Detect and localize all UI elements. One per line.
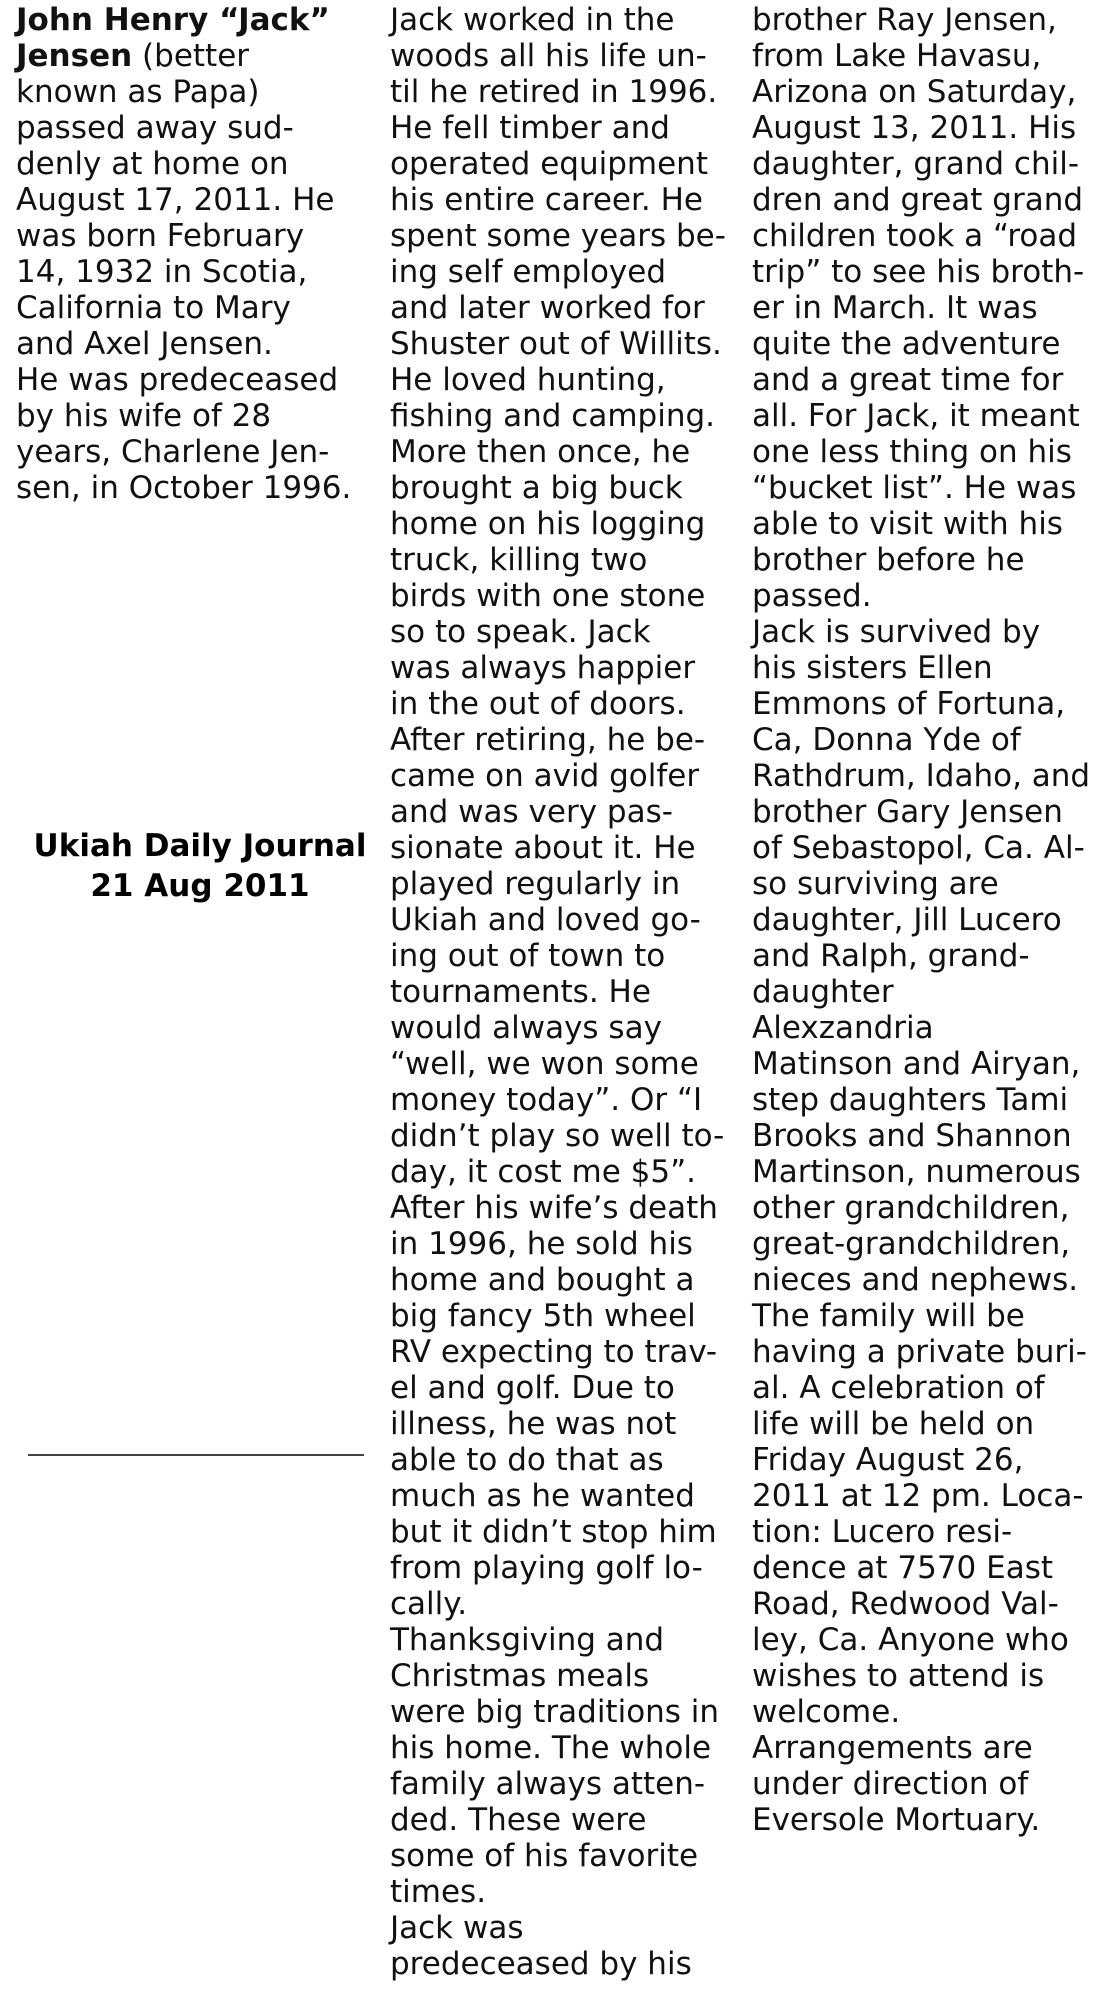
text-line: his home. The whole (390, 1730, 712, 1766)
text-line: welcome. (752, 1694, 901, 1730)
text-line: August 13, 2011. His (752, 110, 1077, 146)
text-line: so to speak. Jack (390, 614, 651, 650)
text-line: money today”. Or “I (390, 1082, 703, 1118)
text-line: er in March. It was (752, 290, 1038, 326)
text-line: Matinson and Airyan, (752, 1046, 1081, 1082)
text-line: other grandchildren, (752, 1190, 1070, 1226)
text-line: Ukiah and loved go- (390, 902, 701, 938)
text-line: denly at home on (16, 146, 289, 182)
text-line: one less thing on his (752, 434, 1072, 470)
text-line: played regularly in (390, 866, 681, 902)
text-line: Brooks and Shannon (752, 1118, 1072, 1154)
text-line: el and golf. Due to (390, 1370, 675, 1406)
text-line: August 17, 2011. He (16, 182, 335, 218)
obituary-name-line-2 (16, 38, 356, 74)
text-line: Thanksgiving and (390, 1622, 665, 1658)
text-line: years, Charlene Jen- (16, 434, 330, 470)
text-line: After retiring, he be- (390, 722, 706, 758)
text-line: some of his favorite (390, 1838, 699, 1874)
text-line: Jack is survived by (752, 614, 1041, 650)
text-line: and later worked for (390, 290, 705, 326)
text-line: sen, in October 1996. (16, 470, 352, 506)
text-line: He was predeceased (16, 362, 339, 398)
divider-rule (28, 1454, 364, 1456)
text-line: brother Gary Jensen (752, 794, 1063, 830)
text-line: were big traditions in (390, 1694, 720, 1730)
text-line: quite the adventure (752, 326, 1061, 362)
text-line: ing self employed (390, 254, 667, 290)
text-line: til he retired in 1996. (390, 74, 718, 110)
text-line: Jack was (390, 1910, 524, 1946)
text-line: children took a “road (752, 218, 1078, 254)
text-line: Emmons of Fortuna, (752, 686, 1066, 722)
text-line: came on avid golfer (390, 758, 700, 794)
text-line: spent some years be- (390, 218, 726, 254)
text-line: step daughters Tami (752, 1082, 1069, 1118)
text-line: California to Mary (16, 290, 291, 326)
text-line: operated equipment (390, 146, 708, 182)
text-line: Ca, Donna Yde of (752, 722, 1021, 758)
text-line: Arizona on Saturday, (752, 74, 1077, 110)
text-line: Christmas meals (390, 1658, 650, 1694)
text-line: his entire career. He (390, 182, 703, 218)
text-line: daughter, grand chil- (752, 146, 1080, 182)
obituary-name-surname: Jensen (16, 38, 133, 74)
text-line: Arrangements are (752, 1730, 1033, 1766)
text-line: dence at 7570 East (752, 1550, 1054, 1586)
text-line: ley, Ca. Anyone who (752, 1622, 1069, 1658)
text-line: family always atten- (390, 1766, 706, 1802)
text-line: dren and great grand (752, 182, 1084, 218)
text-line: He fell timber and (390, 110, 670, 146)
text-line: nieces and nephews. (752, 1262, 1079, 1298)
text-line: Jack worked in the (390, 2, 675, 38)
text-line: trip” to see his broth- (752, 254, 1085, 290)
text-line: Alexzandria (752, 1010, 934, 1046)
text-line: from Lake Havasu, (752, 38, 1042, 74)
text-line: having a private buri- (752, 1334, 1087, 1370)
text-line: ded. These were (390, 1802, 647, 1838)
text-line: More then once, he (390, 434, 691, 470)
text-line: able to visit with his (752, 506, 1063, 542)
text-line: woods all his life un- (390, 38, 707, 74)
text-line: 2011 at 12 pm. Loca- (752, 1478, 1084, 1514)
text-line: all. For Jack, it meant (752, 398, 1080, 434)
text-line: and a great time for (752, 362, 1064, 398)
text-line: sionate about it. He (390, 830, 696, 866)
text-line: Martinson, numerous (752, 1154, 1081, 1190)
text-line: home and bought a (390, 1262, 695, 1298)
obituary-name-line-1: John Henry “Jack” (16, 2, 330, 38)
text-line: fishing and camping. (390, 398, 716, 434)
text-line: The family will be (752, 1298, 1025, 1334)
text-line: ing out of town to (390, 938, 666, 974)
text-line: daughter (752, 974, 894, 1010)
text-line: After his wife’s death (390, 1190, 718, 1226)
obituary-name-suffix: (better (132, 38, 250, 74)
text-line: in the out of doors. (390, 686, 686, 722)
text-line: didn’t play so well to- (390, 1118, 725, 1154)
text-line: by his wife of 28 (16, 398, 272, 434)
text-line: was always happier (390, 650, 696, 686)
text-line: 14, 1932 in Scotia, (16, 254, 308, 290)
text-line: Road, Redwood Val- (752, 1586, 1059, 1622)
text-line: day, it cost me $5”. (390, 1154, 697, 1190)
text-line: from playing golf lo- (390, 1550, 703, 1586)
text-line: cally. (390, 1586, 468, 1622)
obituary-column-3 (752, 2, 1092, 1838)
text-line: and Axel Jensen. (16, 326, 273, 362)
text-line: and Ralph, grand- (752, 938, 1030, 974)
text-line: He loved hunting, (390, 362, 666, 398)
text-line: wishes to attend is (752, 1658, 1045, 1694)
text-line: “bucket list”. He was (752, 470, 1077, 506)
text-line: Shuster out of Willits. (390, 326, 722, 362)
text-line: known as Papa) (16, 74, 260, 110)
text-line: was born February (16, 218, 305, 254)
text-line: home on his logging (390, 506, 706, 542)
text-line: illness, he was not (390, 1406, 677, 1442)
text-line: birds with one stone (390, 578, 706, 614)
text-line: brought a big buck (390, 470, 683, 506)
text-line: big fancy 5th wheel (390, 1298, 696, 1334)
source-paper-name: Ukiah Daily Journal (33, 828, 367, 864)
text-line: in 1996, he sold his (390, 1226, 693, 1262)
text-line: brother before he (752, 542, 1025, 578)
text-line: daughter, Jill Lucero (752, 902, 1062, 938)
text-line: times. (390, 1874, 487, 1910)
text-line: under direction of (752, 1766, 1029, 1802)
text-line: tournaments. He (390, 974, 651, 1010)
text-line: much as he wanted (390, 1478, 695, 1514)
text-line: so surviving are (752, 866, 999, 902)
text-line: al. A celebration of (752, 1370, 1045, 1406)
text-line: Friday August 26, (752, 1442, 1024, 1478)
text-line: able to do that as (390, 1442, 664, 1478)
text-line: passed away sud- (16, 110, 294, 146)
obituary-column-2 (390, 2, 730, 1982)
text-line: but it didn’t stop him (390, 1514, 717, 1550)
text-line: great-grandchildren, (752, 1226, 1071, 1262)
text-line: tion: Lucero resi- (752, 1514, 1013, 1550)
text-line: brother Ray Jensen, (752, 2, 1057, 38)
text-line: predeceased by his (390, 1946, 692, 1982)
text-line: truck, killing two (390, 542, 648, 578)
source-citation (20, 826, 380, 906)
column-1-text (16, 74, 356, 506)
text-line: would always say (390, 1010, 662, 1046)
text-line: life will be held on (752, 1406, 1035, 1442)
text-line: passed. (752, 578, 872, 614)
text-line: RV expecting to trav- (390, 1334, 718, 1370)
text-line: his sisters Ellen (752, 650, 993, 686)
text-line: “well, we won some (390, 1046, 699, 1082)
text-line: of Sebastopol, Ca. Al- (752, 830, 1085, 866)
text-line: Eversole Mortuary. (752, 1802, 1041, 1838)
obituary-column-1 (16, 2, 356, 506)
source-date: 21 Aug 2011 (90, 868, 310, 904)
text-line: Rathdrum, Idaho, and (752, 758, 1091, 794)
text-line: and was very pas- (390, 794, 673, 830)
